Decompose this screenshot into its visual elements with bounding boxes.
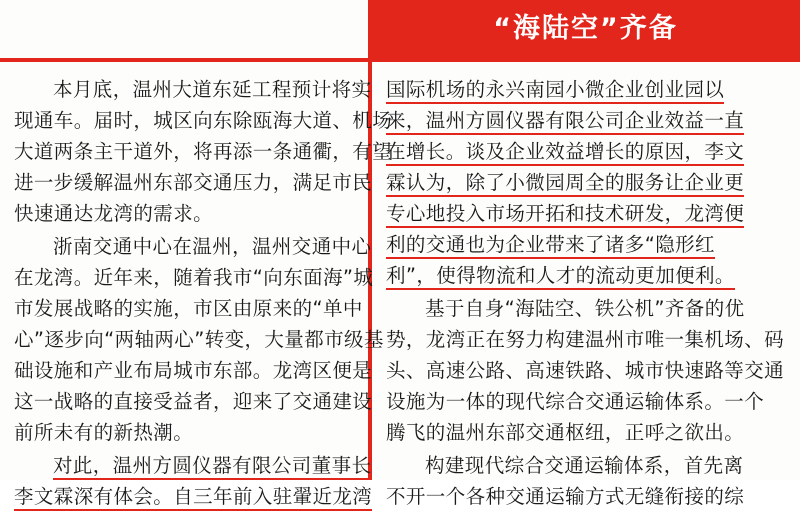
paragraph-4 xyxy=(386,74,790,291)
text-line xyxy=(386,229,790,260)
text-line xyxy=(386,105,790,136)
body-text: 设施为一体的现代综合交通运输体系。一个 xyxy=(386,390,765,413)
body-text: 进一步缓解温州东部交通压力，满足市民 xyxy=(14,171,373,194)
text-line xyxy=(14,293,363,324)
highlighted-text: 在增长。谈及企业效益增长的原因，李文 xyxy=(386,140,744,166)
text-line xyxy=(14,355,373,386)
top-left-red-rule xyxy=(0,58,368,62)
body-text: 这一战略的直接受益者，迎来了交通建设 xyxy=(14,390,373,413)
text-line xyxy=(386,293,790,324)
body-text: 快速通达龙湾的需求。 xyxy=(14,202,214,225)
highlighted-text: 专心地投入市场开拓和技术研发，龙湾便 xyxy=(386,202,744,228)
paragraph-6 xyxy=(386,450,790,512)
body-text: 腾飞的温州东部交通枢纽，正呼之欲出。 xyxy=(386,421,745,444)
text-line xyxy=(14,198,358,229)
body-text: 本月底，温州大道东延工程预计将实 xyxy=(53,78,372,101)
highlighted-text: 利的交通也为企业带来了诸多“隐形红 xyxy=(386,233,715,259)
paragraph-3 xyxy=(14,450,373,512)
body-text: 础设施和产业布局城市东部。龙湾区便是 xyxy=(14,359,373,382)
highlighted-text: 国际机场的永兴南园小微企业创业园以 xyxy=(386,78,724,104)
text-line xyxy=(386,481,790,512)
highlighted-text: 来，温州方圆仪器有限公司企业效益一直 xyxy=(386,109,744,135)
body-text: 头、高速公路、高速铁路、城市快速路等交通 xyxy=(386,359,785,382)
text-line xyxy=(386,167,790,198)
paragraph-2 xyxy=(14,231,384,448)
text-line xyxy=(386,136,790,167)
body-text: 基于自身“海陆空、铁公机”齐备的优 xyxy=(425,297,745,320)
highlighted-text: 李文霖深有体会。自三年前入驻翬近龙湾 xyxy=(14,485,372,511)
header-banner xyxy=(371,0,800,62)
highlighted-text: 利”，使得物流和人才的流动更加便利。 xyxy=(386,264,735,290)
text-line xyxy=(14,417,358,448)
text-line xyxy=(14,74,372,105)
text-line xyxy=(386,450,790,481)
body-text: 大道两条主干道外，将再添一条通衢，有望 xyxy=(14,140,393,163)
text-line xyxy=(14,386,373,417)
page-title: “海陆空”齐备 xyxy=(493,13,678,44)
text-line xyxy=(386,324,790,355)
paragraph-1 xyxy=(14,74,393,229)
text-line xyxy=(14,167,373,198)
text-line xyxy=(14,105,393,136)
text-line xyxy=(386,355,790,386)
highlighted-text: 对此，温州方圆仪器有限公司董事长 xyxy=(53,454,371,480)
body-text: 势，龙湾正在努力构建温州市唯一集机场、码 xyxy=(386,328,785,351)
body-text: 心”逐步向“两轴两心”转变，大量都市级基 xyxy=(14,328,384,351)
text-line xyxy=(386,198,790,229)
text-line xyxy=(386,386,790,417)
text-line xyxy=(14,136,393,167)
body-text: 市发展战略的实施，市区由原来的“单中 xyxy=(14,297,363,320)
body-text: 现通车。届时，城区向东除瓯海大道、机场 xyxy=(14,109,393,132)
body-text: 在龙湾。近年来，随着我市“向东面海”城 xyxy=(14,266,374,289)
text-line xyxy=(386,74,790,105)
text-line xyxy=(386,260,790,291)
paragraph-5 xyxy=(386,293,790,448)
text-line xyxy=(386,417,790,448)
body-text: 构建现代综合交通运输体系，首先离 xyxy=(425,454,744,477)
text-line xyxy=(14,481,373,512)
left-text-column xyxy=(14,74,393,514)
text-line xyxy=(14,262,374,293)
body-text: 不开一个各种交通运输方式无缝衔接的综 xyxy=(386,485,745,508)
text-line xyxy=(14,450,372,481)
body-text: 前所未有的新热潮。 xyxy=(14,421,194,444)
body-text: 浙南交通中心在温州，温州交通中心 xyxy=(53,235,372,258)
text-line xyxy=(14,231,372,262)
right-text-column xyxy=(386,74,790,514)
text-line xyxy=(14,324,384,355)
highlighted-text: 霖认为，除了小微园周全的服务让企业更 xyxy=(386,171,744,197)
